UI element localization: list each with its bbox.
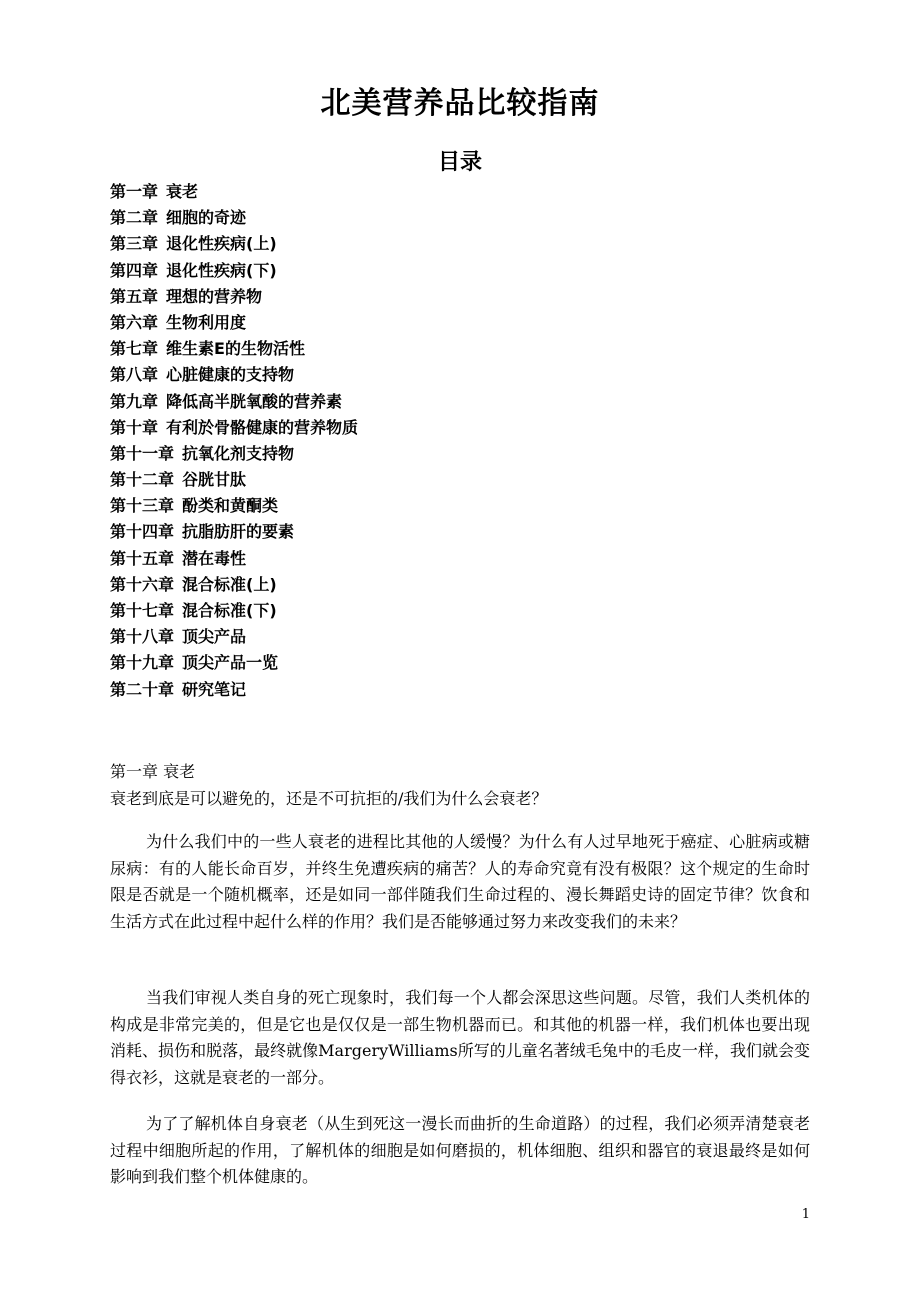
toc-chapter-title: 维生素E的生物活性 [166, 339, 305, 359]
toc-chapter-title: 潜在毒性 [182, 548, 247, 568]
toc-item[interactable] [110, 598, 358, 624]
toc-item[interactable] [110, 310, 358, 336]
toc-item[interactable] [110, 231, 358, 257]
toc-item[interactable] [110, 467, 358, 493]
toc-item[interactable] [110, 179, 358, 205]
toc-chapter-number: 第五章 [110, 286, 159, 306]
toc-chapter-title: 细胞的奇迹 [166, 208, 247, 228]
toc-chapter-number: 第十六章 [110, 574, 175, 594]
toc-item[interactable] [110, 624, 358, 650]
toc-chapter-number: 第十二章 [110, 470, 175, 490]
toc-chapter-title: 心脏健康的支持物 [166, 365, 295, 385]
toc-chapter-title: 混合标准(下) [182, 601, 277, 620]
chapter-subheading: 衰老到底是可以避免的，还是不可抗拒的/我们为什么会衰老？ [110, 788, 548, 808]
toc-item[interactable] [110, 284, 358, 310]
toc-chapter-number: 第六章 [110, 312, 159, 332]
toc-chapter-title: 衰老 [166, 182, 199, 201]
toc-chapter-number: 第十八章 [110, 627, 175, 647]
toc-chapter-title: 抗氧化剂支持物 [182, 443, 295, 463]
toc-chapter-number: 第四章 [110, 260, 159, 280]
toc-chapter-number: 第十章 [110, 417, 159, 437]
toc-chapter-number: 第十一章 [110, 443, 175, 463]
toc-chapter-title: 谷胱甘肽 [182, 470, 247, 490]
toc-item[interactable] [110, 546, 358, 572]
toc-item[interactable] [110, 336, 358, 362]
toc-chapter-number: 第八章 [110, 365, 159, 385]
toc-item[interactable] [110, 415, 358, 441]
toc-item[interactable] [110, 493, 358, 519]
toc-chapter-number: 第十五章 [110, 548, 175, 568]
toc-item[interactable] [110, 441, 358, 467]
toc-item[interactable] [110, 572, 358, 598]
toc-chapter-number: 第一章 [110, 182, 159, 201]
chapter-heading: 第一章 衰老 [110, 762, 196, 781]
toc-item[interactable] [110, 362, 358, 388]
body-paragraph: 当我们审视人类自身的死亡现象时，我们每一个人都会深思这些问题。尽管，我们人类机体的构成是非常完美的，但是它也是仅仅是一部生物机器而已。和其他的机器一样，我们机体也要出现消耗、损伤和脱落，最终就像MargeryWilliams所写的儿童名著绒毛兔中的毛皮一样，我们就会变得衣衫，这就是衰老的一部分。 [110, 988, 810, 1087]
toc-chapter-title: 退化性疾病(下) [166, 260, 277, 280]
chapter-header [110, 759, 810, 812]
toc-chapter-number: 第二章 [110, 208, 159, 228]
toc-item[interactable] [110, 389, 358, 415]
toc-chapter-number: 第十四章 [110, 522, 175, 542]
toc-chapter-title: 抗脂肪肝的要素 [182, 522, 295, 542]
toc-item[interactable] [110, 205, 358, 231]
page-number: 1 [801, 1207, 810, 1222]
toc-chapter-number: 第九章 [110, 391, 159, 411]
body-paragraph: 为什么我们中的一些人衰老的进程比其他的人缓慢？为什么有人过早地死于癌症、心脏病或糖尿病：有的人能长命百岁，并终生免遭疾病的痛苦？人的寿命究竟有没有极限？这个规定的生命时限是否就是一个随机概率，还是如同一部伴随我们生命过程的、漫长舞蹈史诗的固定节律？饮食和生活方式在此过程中起什么样的作用？我们是否能够通过努力来改变我们的未来？ [110, 832, 810, 931]
toc-chapter-title: 有利於骨骼健康的营养物质 [166, 417, 359, 437]
toc-item[interactable] [110, 519, 358, 545]
toc-chapter-title: 混合标准(上) [182, 574, 277, 594]
toc-chapter-title: 酚类和黄酮类 [182, 496, 279, 516]
toc-chapter-title: 退化性疾病(上) [166, 234, 277, 254]
toc-item[interactable] [110, 258, 358, 284]
toc-chapter-number: 第七章 [110, 339, 159, 359]
toc-heading: 目录 [437, 150, 482, 175]
document-title: 北美营养品比较指南 [320, 86, 600, 121]
toc-chapter-title: 理想的营养物 [166, 286, 263, 306]
toc-chapter-title: 降低高半胱氧酸的营养素 [166, 391, 343, 411]
toc-chapter-title: 顶尖产品 [182, 627, 247, 647]
table-of-contents [110, 179, 358, 703]
toc-chapter-title: 研究笔记 [182, 679, 247, 699]
toc-chapter-title: 顶尖产品一览 [182, 653, 279, 673]
toc-chapter-number: 第十七章 [110, 601, 175, 620]
toc-chapter-number: 第三章 [110, 234, 159, 254]
toc-item[interactable] [110, 677, 358, 703]
toc-chapter-title: 生物利用度 [166, 312, 247, 332]
toc-chapter-number: 第二十章 [110, 679, 175, 699]
toc-chapter-number: 第十九章 [110, 653, 175, 673]
toc-item[interactable] [110, 650, 358, 676]
toc-chapter-number: 第十三章 [110, 496, 175, 516]
body-paragraph: 为了了解机体自身衰老（从生到死这一漫长而曲折的生命道路）的过程，我们必须弄清楚衰老过程中细胞所起的作用，了解机体的细胞是如何磨损的，机体细胞、组织和器官的衰退最终是如何影响到我们整个机体健康的。 [110, 1114, 810, 1186]
